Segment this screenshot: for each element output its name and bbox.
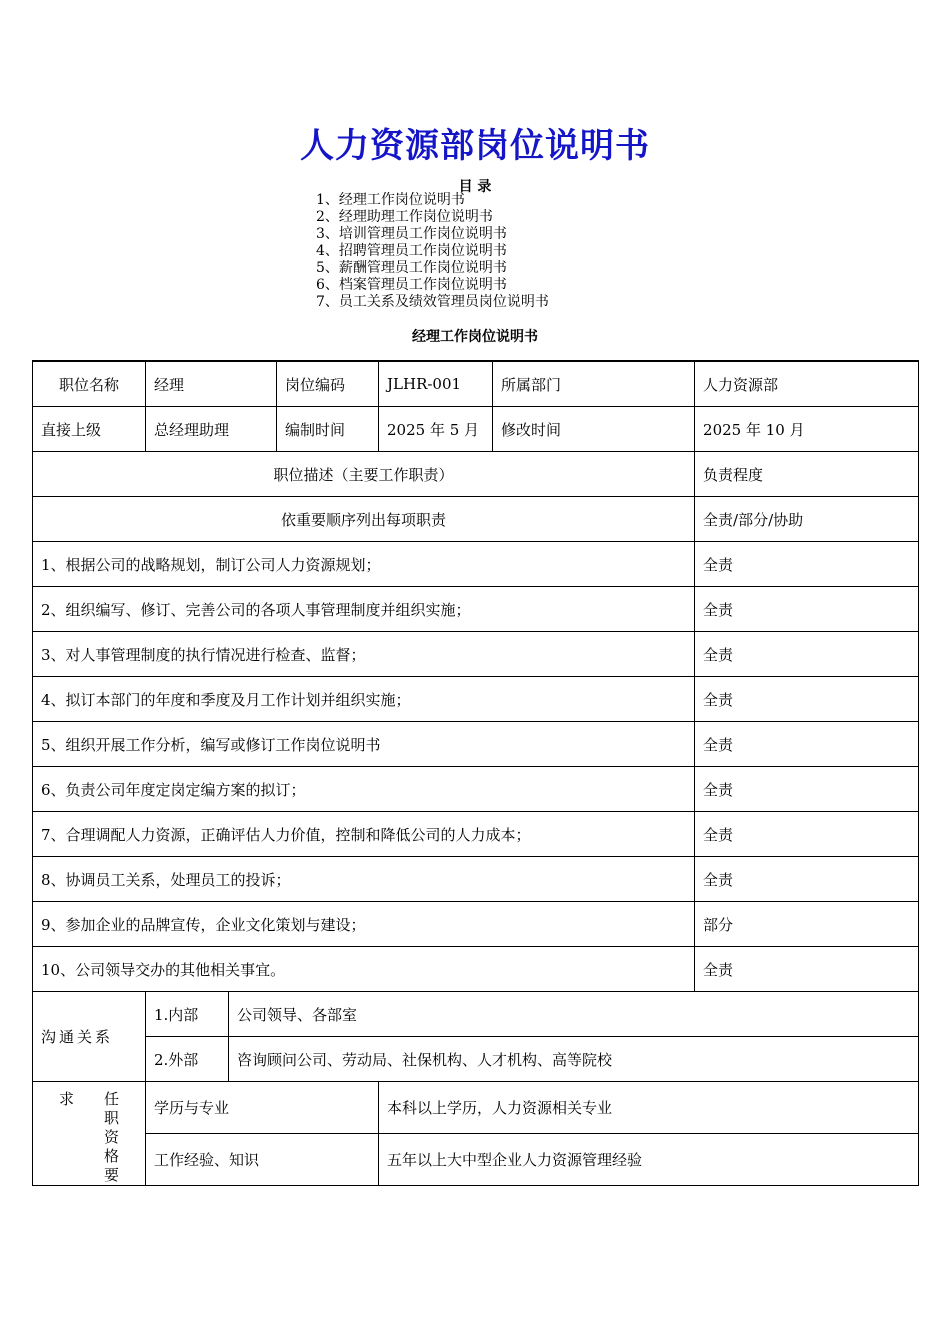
toc-item: 7、员工关系及绩效管理员岗位说明书 [316, 294, 549, 310]
cell-code: JLHR-001 [379, 361, 493, 407]
cell-label-department: 所属部门 [493, 361, 695, 407]
duty-level: 全责 [695, 722, 919, 767]
duty-text: 8、协调员工关系，处理员工的投诉； [33, 857, 695, 902]
duty-text: 6、负责公司年度定岗定编方案的拟订； [33, 767, 695, 812]
duty-row [33, 587, 919, 632]
duty-level: 全责 [695, 542, 919, 587]
duty-text: 7、合理调配人力资源，正确评估人力价值，控制和降低公司的人力成本； [33, 812, 695, 857]
duty-row [33, 857, 919, 902]
duty-level: 全责 [695, 812, 919, 857]
duty-level: 全责 [695, 587, 919, 632]
duty-row [33, 947, 919, 992]
req-row [33, 1082, 919, 1134]
duty-text: 9、参加企业的品牌宣传，企业文化策划与建设； [33, 902, 695, 947]
req-char: 格 [103, 1147, 119, 1165]
cell-label-created: 编制时间 [277, 407, 379, 452]
req-char: 要 [103, 1166, 119, 1184]
cell-label-supervisor: 直接上级 [33, 407, 146, 452]
comm-row [33, 992, 919, 1037]
desc-header: 职位描述（主要工作职责） [33, 452, 695, 497]
duty-text: 3、对人事管理制度的执行情况进行检查、监督； [33, 632, 695, 677]
toc-heading: 目 录 [458, 179, 492, 195]
duty-text: 5、组织开展工作分析，编写或修订工作岗位说明书 [33, 722, 695, 767]
req-row [33, 1134, 919, 1186]
duty-row [33, 542, 919, 587]
duty-level: 全责 [695, 947, 919, 992]
job-description-table [32, 360, 919, 1186]
req-edu-label: 学历与专业 [146, 1082, 379, 1134]
req-char: 职 [103, 1109, 119, 1127]
toc-item: 5、薪酬管理员工作岗位说明书 [316, 260, 507, 276]
cell-label-position: 职位名称 [33, 361, 146, 407]
req-label-line [59, 1090, 119, 1109]
duty-text: 1、根据公司的战略规划，制订公司人力资源规划； [33, 542, 695, 587]
duty-row [33, 632, 919, 677]
section-title: 经理工作岗位说明书 [412, 329, 538, 345]
comm-external-label: 2.外部 [146, 1037, 229, 1082]
comm-external-value: 咨询顾问公司、劳动局、社保机构、人才机构、高等院校 [229, 1037, 919, 1082]
duty-level: 全责 [695, 857, 919, 902]
cell-created: 2025 年 5 月 [379, 407, 493, 452]
resp-levels: 全责/部分/协助 [695, 497, 919, 542]
cell-position: 经理 [146, 361, 277, 407]
duty-row [33, 677, 919, 722]
toc-item: 1、经理工作岗位说明书 [316, 192, 465, 208]
cell-department: 人力资源部 [695, 361, 919, 407]
cell-label-modified: 修改时间 [493, 407, 695, 452]
order-note: 依重要顺序列出每项职责 [33, 497, 695, 542]
table-row [33, 361, 919, 407]
duty-level: 全责 [695, 677, 919, 722]
duty-row [33, 902, 919, 947]
comm-label: 沟通关系 [33, 992, 146, 1082]
req-edu-value: 本科以上学历，人力资源相关专业 [379, 1082, 919, 1134]
resp-header: 负责程度 [695, 452, 919, 497]
cell-label-code: 岗位编码 [277, 361, 379, 407]
duty-level: 全责 [695, 632, 919, 677]
document-title: 人力资源部岗位说明书 [300, 126, 650, 166]
req-exp-label: 工作经验、知识 [146, 1134, 379, 1186]
duty-row [33, 722, 919, 767]
toc-item: 4、招聘管理员工作岗位说明书 [316, 243, 507, 259]
duty-level: 全责 [695, 767, 919, 812]
comm-internal-label: 1.内部 [146, 992, 229, 1037]
req-char: 求 [59, 1090, 75, 1108]
table-row [33, 497, 919, 542]
req-label-text [59, 1090, 119, 1185]
comm-row [33, 1037, 919, 1082]
duty-row [33, 812, 919, 857]
table-row [33, 452, 919, 497]
duty-row [33, 767, 919, 812]
req-exp-value: 五年以上大中型企业人力资源管理经验 [379, 1134, 919, 1186]
req-label [33, 1082, 146, 1186]
duty-text: 2、组织编写、修订、完善公司的各项人事管理制度并组织实施； [33, 587, 695, 632]
req-char: 任 [103, 1090, 119, 1108]
toc-item: 3、培训管理员工作岗位说明书 [316, 226, 507, 242]
table-row [33, 407, 919, 452]
req-char: 资 [103, 1128, 119, 1146]
comm-internal-value: 公司领导、各部室 [229, 992, 919, 1037]
cell-supervisor: 总经理助理 [146, 407, 277, 452]
table-of-contents [316, 192, 549, 311]
cell-modified: 2025 年 10 月 [695, 407, 919, 452]
duty-level: 部分 [695, 902, 919, 947]
toc-item: 2、经理助理工作岗位说明书 [316, 209, 493, 225]
duty-text: 10、公司领导交办的其他相关事宜。 [33, 947, 695, 992]
duty-text: 4、拟订本部门的年度和季度及月工作计划并组织实施； [33, 677, 695, 722]
toc-item: 6、档案管理员工作岗位说明书 [316, 277, 507, 293]
